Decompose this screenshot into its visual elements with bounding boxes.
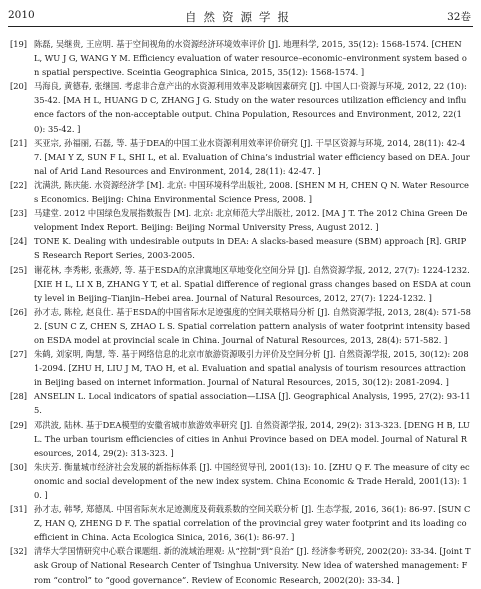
reference-item xyxy=(8,234,471,262)
reference-text: TONE K. Dealing with undesirable outputs in DEA: A slacks-based measure (SBM) approach [R]. GRIPS Research Report Series, 2003-2005. xyxy=(34,236,467,261)
reference-text: 朱鹤, 刘家明, 陶慧, 等. 基于网络信息的北京市旅游资源吸引力评价及空间分析 [J]. 自然资源学报, 2015, 30(12): 2081-2094. [ZHU H, LIU J M, TAO H, et al. Evaluation and spatial analysis of tourism resources attraction in Beijing based on internet information. Journal of Natural Resources, 2015, 30(12): 2081-2094. ] xyxy=(34,349,469,388)
reference-item xyxy=(8,263,471,305)
reference-text: 陈磊, 吴继贵, 王应明. 基于空间视角的水资源经济环境效率评价 [J]. 地理科学, 2015, 35(12): 1568-1574. [CHEN L, WU J G, WANG Y M. Efficiency evaluation of water resource–economic–environment system based on spatial perspective. Sceintia Geographica Sinica, 2015, 35(12): 1568-1574. ] xyxy=(34,39,467,78)
reference-text: 孙才志, 韩琴, 郑德凤. 中国省际灰水足迹测度及荷载系数的空间关联分析 [J]. 生态学报, 2016, 36(1): 86-97. [SUN C Z, HAN Q, ZHENG D F. The spatial correlation of the provincial grey water footprint and its loading coefficient in China. Acta Ecologica Sinica, 2016, 36(1): 86-97. ] xyxy=(34,504,471,543)
reference-item xyxy=(8,178,471,206)
reference-text: 谢花林, 李秀彬, 张燕婷, 等. 基于ESDA的京津冀地区草地变化空间分异 [J]. 自然资源学报, 2012, 27(7): 1224-1232. [XIE H L, LI X B, ZHANG Y T, et al. Spatial difference of regional grass changes based on ESDA at county level in Beijing–Tianjin–Hebei area. Journal of Natural Resources, 2012, 27(7): 1224-1232. ] xyxy=(34,264,471,303)
reference-number: [19] xyxy=(10,39,28,49)
reference-text: 邓洪波, 陆林. 基于DEA模型的安徽省城市旅游效率研究 [J]. 自然资源学报, 2014, 29(2): 313-323. [DENG H B, LU L. The urban tourism efficiencies of cities in Anhui Province based on DEA model. Journal of Natural Resources, 2014, 29(2): 313-323. ] xyxy=(34,419,470,458)
reference-item xyxy=(8,502,471,544)
page-header xyxy=(8,9,473,25)
reference-item xyxy=(8,79,471,135)
reference-text: ANSELIN L. Local indicators of spatial association—LISA [J]. Geographical Analysis, 1995, 27(2): 93-115. xyxy=(34,391,471,416)
reference-text: 朱庆芳. 衡量城市经济社会发展的新指标体系 [J]. 中国经贸导刊, 2001(13): 10. [ZHU Q F. The measure of city economic and social development of the new index system. China Economic & Trade Herald, 2001(13): 10. ] xyxy=(34,461,470,500)
reference-text: 清华大学国情研究中心联合课题组. 新的流域治理观: 从“控制”到“良治” [J]. 经济参考研究, 2002(20): 33-34. [Joint Task Group of National Research Center of Tsinghua University. New idea of watershed management: From “control” to “good governance”. Review of Economic Research, 2002(20): 33-34. ] xyxy=(34,546,471,585)
reference-item xyxy=(8,305,471,347)
reference-text: 孙才志, 陈栓, 赵良仕. 基于ESDA的中国省际水足迹强度的空间关联格局分析 [J]. 自然资源学报, 2013, 28(4): 571-582. [SUN C Z, CHEN S, ZHAO L S. Spatial correlation pattern analysis of water footprint intensity based on ESDA model at provincial scale in China. Journal of Natural Resources, 2013, 28(4): 571-582. ] xyxy=(34,306,471,345)
reference-number: [31] xyxy=(10,504,28,515)
reference-number: [30] xyxy=(10,461,28,472)
header-rule xyxy=(8,26,473,27)
volume-label: 32卷 xyxy=(447,11,471,23)
reference-number: [32] xyxy=(10,546,28,557)
reference-list xyxy=(8,37,471,587)
reference-number: [20] xyxy=(10,81,28,92)
reference-item xyxy=(8,347,471,389)
reference-number: [25] xyxy=(10,264,28,275)
reference-item xyxy=(8,37,471,79)
reference-text: 买亚宗, 孙福丽, 石磊, 等. 基于DEA的中国工业水资源利用效率评价研究 [J]. 干旱区资源与环境, 2014, 28(11): 42-47. [MAI Y Z, SUN F L, SHI L, et al. Evaluation of China’s industrial water efficiency based on DEA. Journal of Arid Land Resources and Environment, 2014, 28(11): 42-47. ] xyxy=(34,137,470,176)
journal-title: 自然资源学报 xyxy=(185,10,296,24)
reference-number: [22] xyxy=(10,179,28,190)
reference-item xyxy=(8,136,471,178)
reference-item xyxy=(8,418,471,460)
reference-text: 马海良, 黄德春, 张继国. 考虑非合意产出的水资源利用效率及影响因素研究 [J]. 中国人口·资源与环境, 2012, 22 (10): 35-42. [MA H L, HUANG D C, ZHANG J G. Study on the water resources utilization efficiency and influence factors of the non-acceptable output. China Population, Resources and Environment, 2012, 22(10): 35-42. ] xyxy=(34,81,467,134)
reference-number: [23] xyxy=(10,208,28,219)
reference-text: 马建堂. 2012 中国绿色发展指数报告 [M]. 北京: 北京师范大学出版社, 2012. [MA J T. The 2012 China Green Development Index Report. Beijing: Beijing Normal University Press, August 2012. ] xyxy=(34,208,468,233)
reference-number: [21] xyxy=(10,137,28,148)
page-number: 2010 xyxy=(8,9,35,21)
reference-number: [26] xyxy=(10,306,28,317)
reference-number: [29] xyxy=(10,419,28,430)
reference-item xyxy=(8,460,471,502)
reference-number: [24] xyxy=(10,236,28,247)
reference-number: [27] xyxy=(10,349,28,360)
reference-item xyxy=(8,206,471,234)
reference-item xyxy=(8,389,471,417)
reference-item xyxy=(8,544,471,586)
reference-text: 沈满洪, 陈庆能. 水资源经济学 [M]. 北京: 中国环境科学出版社, 2008. [SHEN M H, CHEN Q N. Water Resources Economics. Beijing: China Environmental Science Press, 2008. ] xyxy=(34,179,469,205)
reference-number: [28] xyxy=(10,391,28,402)
